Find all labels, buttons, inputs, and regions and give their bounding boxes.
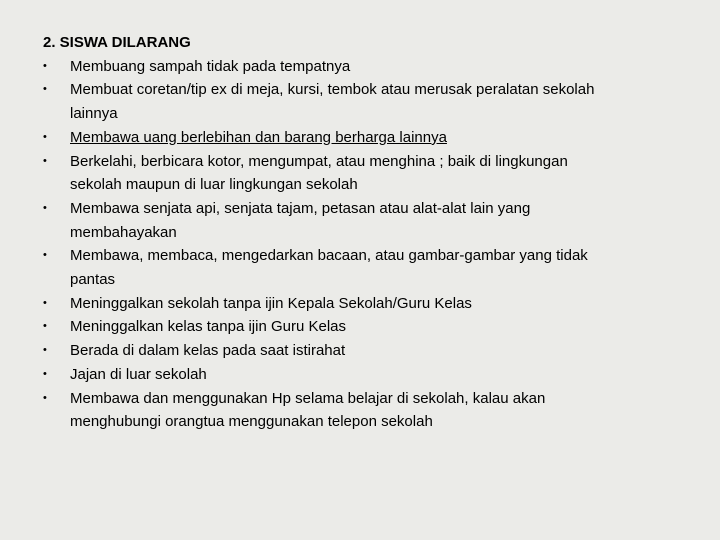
list-item	[43, 78, 683, 125]
list-item	[43, 387, 683, 434]
rules-section	[43, 31, 683, 434]
bullet-icon: •	[43, 344, 47, 357]
rule-text: Berkelahi, berbicara kotor, mengumpat, atau menghina ; baik di lingkungan	[70, 152, 568, 170]
rule-text: Membawa, membaca, mengedarkan bacaan, atau gambar-gambar yang tidak	[70, 247, 588, 265]
section-heading: 2. SISWA DILARANG	[43, 34, 191, 51]
rule-text: Jajan di luar sekolah	[70, 365, 207, 383]
rule-text-continued: menghubungi orangtua menggunakan telepon sekolah	[70, 413, 433, 431]
rule-text: Berada di dalam kelas pada saat istirahat	[70, 342, 346, 360]
rule-text-continued: pantas	[70, 271, 116, 289]
list-item	[43, 244, 683, 291]
rule-text: Membawa senjata api, senjata tajam, petasan atau alat-alat lain yang	[70, 199, 531, 217]
rule-text: Membawa uang berlebihan dan barang berharga lainnya	[70, 128, 447, 146]
bullet-icon: •	[43, 83, 47, 96]
list-item	[43, 126, 683, 150]
rule-text: Membawa dan menggunakan Hp selama belajar di sekolah, kalau akan	[70, 389, 546, 407]
rules-list	[43, 55, 683, 434]
bullet-icon: •	[43, 130, 47, 143]
bullet-icon: •	[43, 249, 47, 262]
list-item	[43, 150, 683, 197]
list-item	[43, 55, 683, 79]
list-item	[43, 315, 683, 339]
list-item	[43, 292, 683, 316]
list-item	[43, 339, 683, 363]
bullet-icon: •	[43, 320, 47, 333]
rule-text: Meninggalkan kelas tanpa ijin Guru Kelas	[70, 318, 346, 336]
bullet-icon: •	[43, 59, 47, 72]
list-item	[43, 197, 683, 244]
rule-text: Membuat coretan/tip ex di meja, kursi, tembok atau merusak peralatan sekolah	[70, 81, 595, 99]
rule-text-continued: membahayakan	[70, 223, 177, 241]
bullet-icon: •	[43, 367, 47, 380]
list-item	[43, 363, 683, 387]
rule-text-continued: lainnya	[70, 105, 118, 123]
bullet-icon: •	[43, 296, 47, 309]
bullet-icon: •	[43, 391, 47, 404]
rule-text: Meninggalkan sekolah tanpa ijin Kepala Sekolah/Guru Kelas	[70, 294, 472, 312]
rule-text-continued: sekolah maupun di luar lingkungan sekolah	[70, 176, 358, 194]
rule-text: Membuang sampah tidak pada tempatnya	[70, 57, 351, 75]
bullet-icon: •	[43, 154, 47, 167]
bullet-icon: •	[43, 201, 47, 214]
